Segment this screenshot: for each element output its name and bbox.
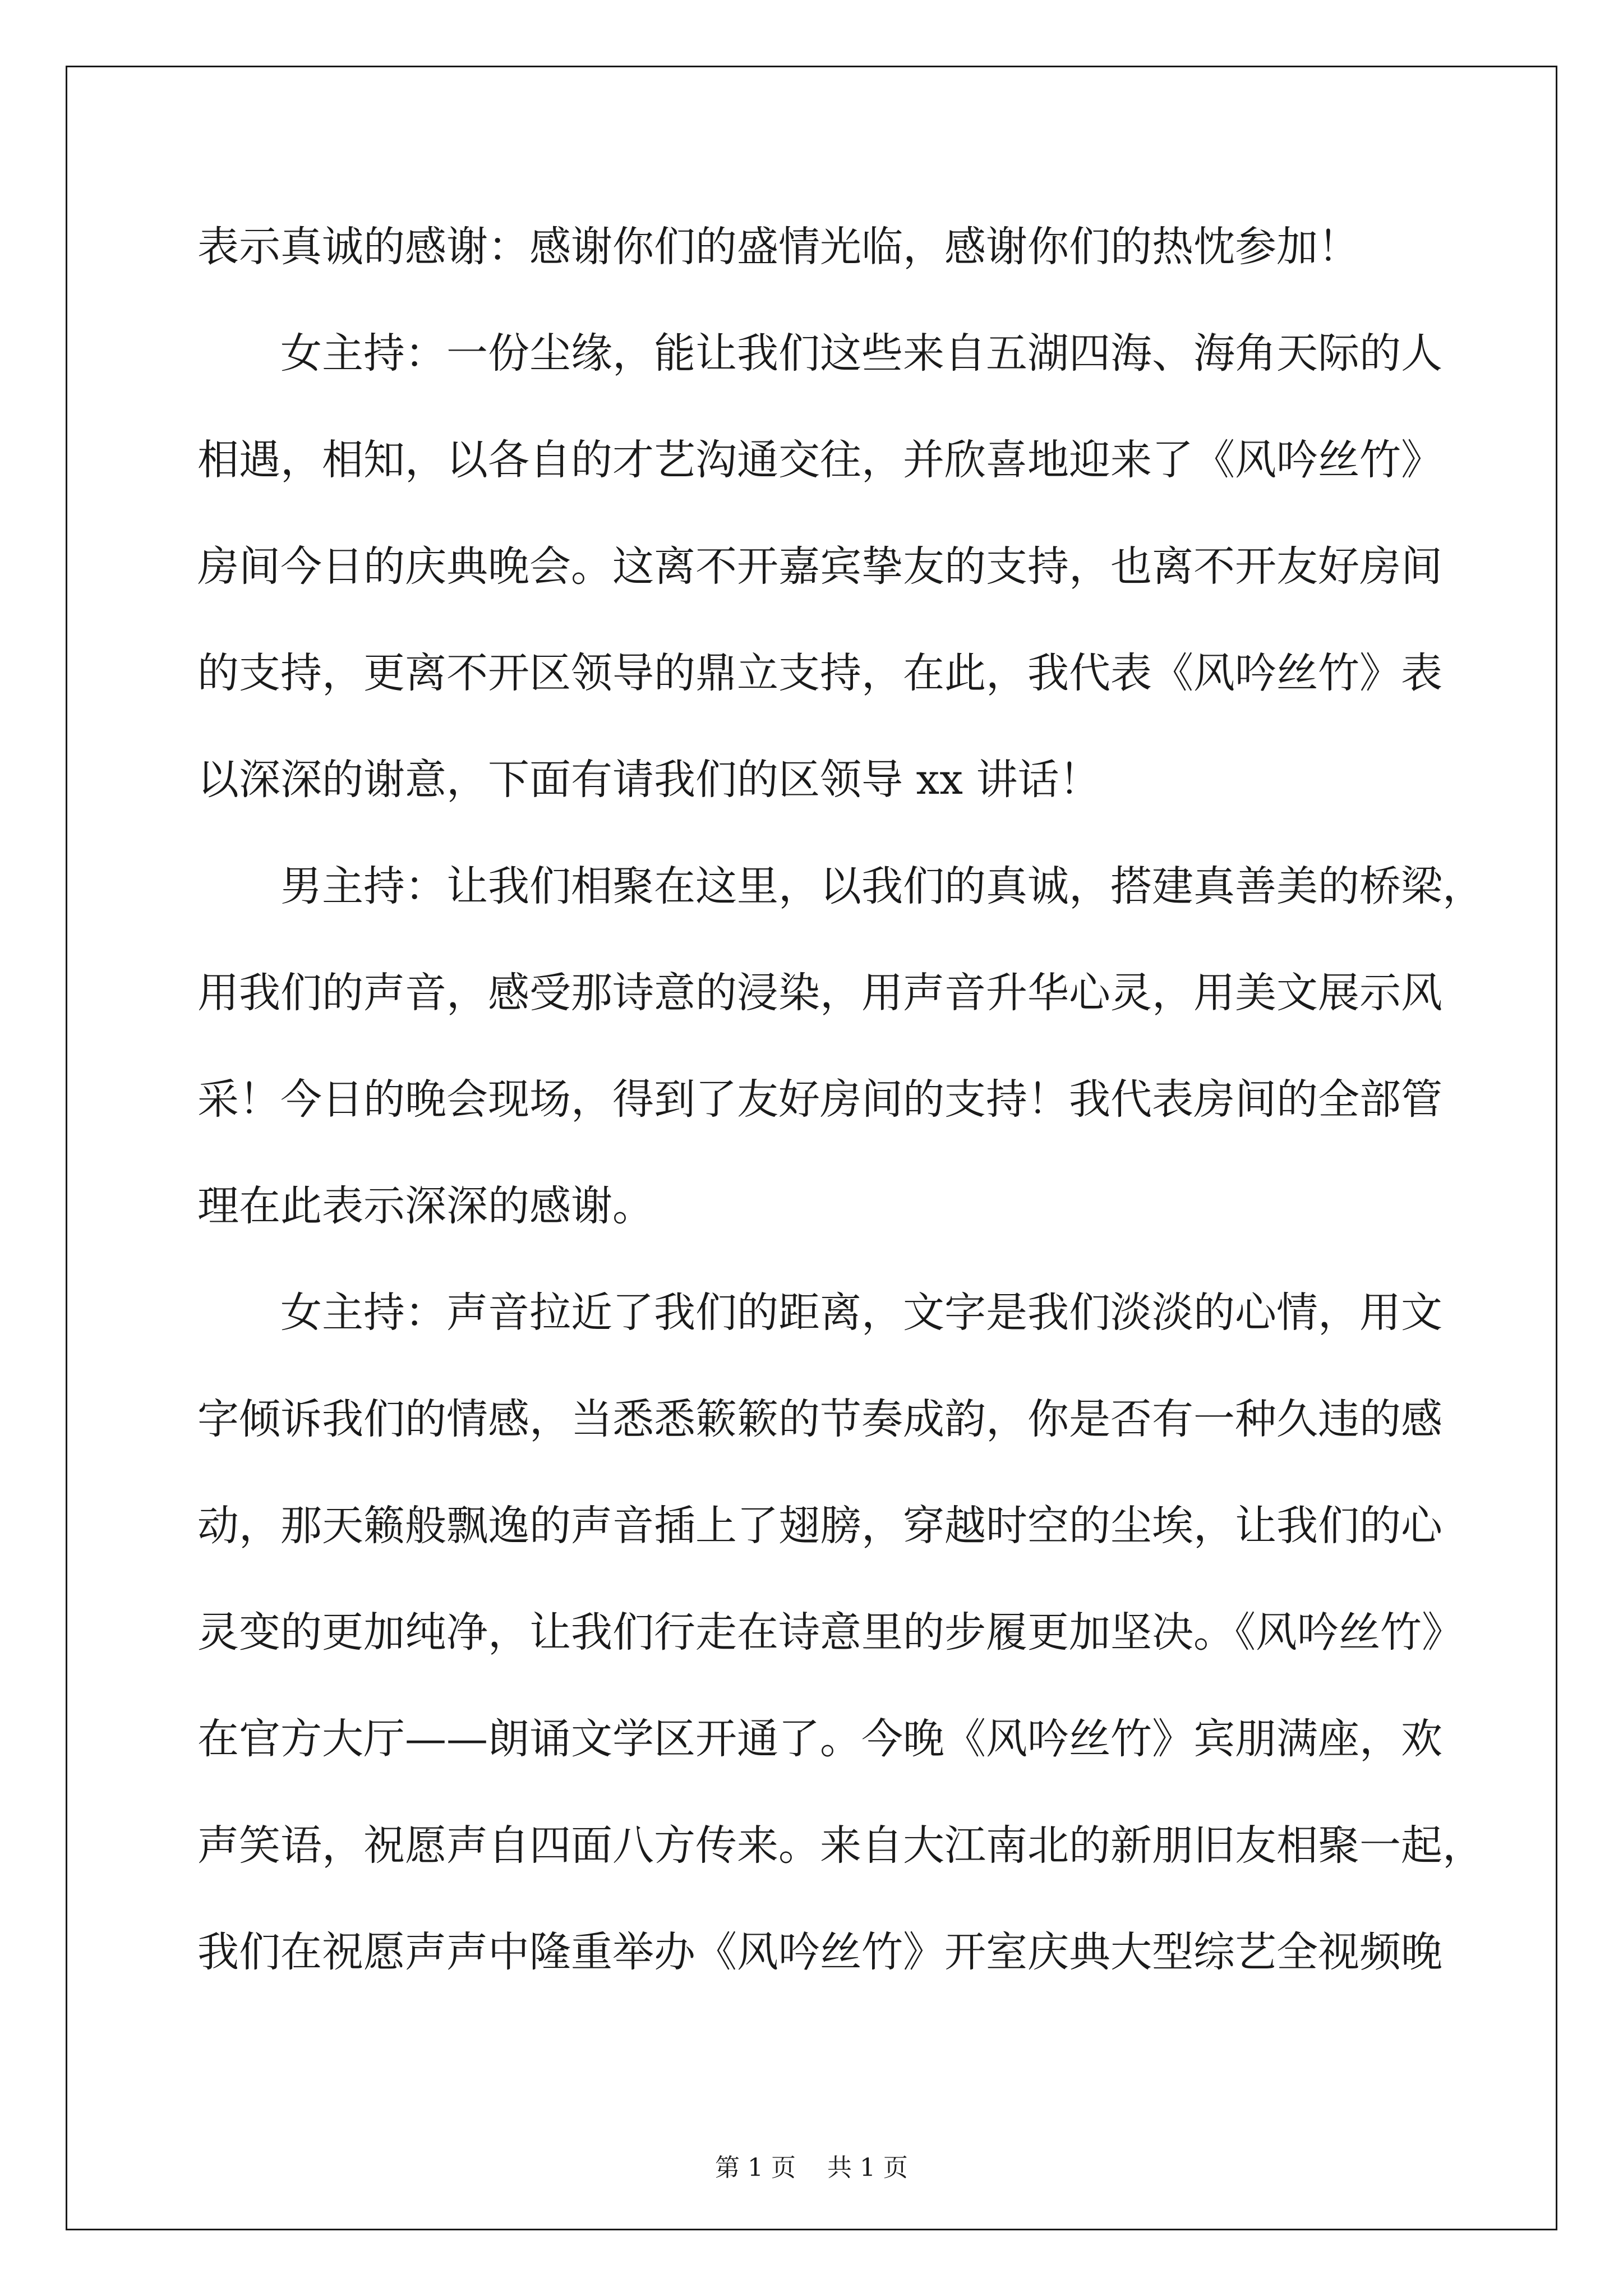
text-line: 房间今日的庆典晚会。这离不开嘉宾挚友的支持，也离不开友好房间 xyxy=(197,542,1442,591)
text-line: 用我们的声音，感受那诗意的浸染，用声音升华心灵，用美文展示风 xyxy=(197,969,1442,1017)
text-line: 男主持：让我们相聚在这里，以我们的真诚，搭建真善美的桥梁， xyxy=(280,862,1484,910)
text-line: 在官方大厅——朗诵文学区开通了。今晚《风吟丝竹》宾朋满座，欢 xyxy=(197,1715,1442,1763)
text-line: 灵变的更加纯净，让我们行走在诗意里的步履更加坚决。《风吟丝竹》 xyxy=(197,1608,1463,1657)
text-line: 女主持：声音拉近了我们的距离，文字是我们淡淡的心情，用文 xyxy=(280,1289,1442,1337)
text-line: 动，那天籁般飘逸的声音插上了翅膀，穿越时空的尘埃，让我们的心 xyxy=(197,1502,1442,1550)
page-number: 第 1 页 共 1 页 xyxy=(715,2154,908,2182)
text-line: 字倾诉我们的情感，当悉悉簌簌的节奏成韵，你是否有一种久违的感 xyxy=(197,1395,1442,1443)
text-line: 以深深的谢意，下面有请我们的区领导 xx 讲话！ xyxy=(197,756,1101,804)
text-line: 我们在祝愿声声中隆重举办《风吟丝竹》开室庆典大型综艺全视频晚 xyxy=(197,1928,1442,1976)
text-line: 声笑语，祝愿声自四面八方传来。来自大江南北的新朋旧友相聚一起， xyxy=(197,1821,1484,1870)
text-line: 理在此表示深深的感谢。 xyxy=(197,1182,654,1230)
text-line: 女主持：一份尘缘，能让我们这些来自五湖四海、海角天际的人 xyxy=(280,329,1442,378)
text-line: 的支持，更离不开区领导的鼎立支持，在此，我代表《风吟丝竹》表 xyxy=(197,649,1442,697)
text-line: 相遇，相知，以各自的才艺沟通交往，并欣喜地迎来了《风吟丝竹》 xyxy=(197,436,1442,484)
document-body xyxy=(197,213,1484,2025)
text-line: 采！今日的晚会现场，得到了友好房间的支持！我代表房间的全部管 xyxy=(197,1075,1442,1124)
text-line: 表示真诚的感谢：感谢你们的盛情光临，感谢你们的热忱参加！ xyxy=(197,223,1359,271)
